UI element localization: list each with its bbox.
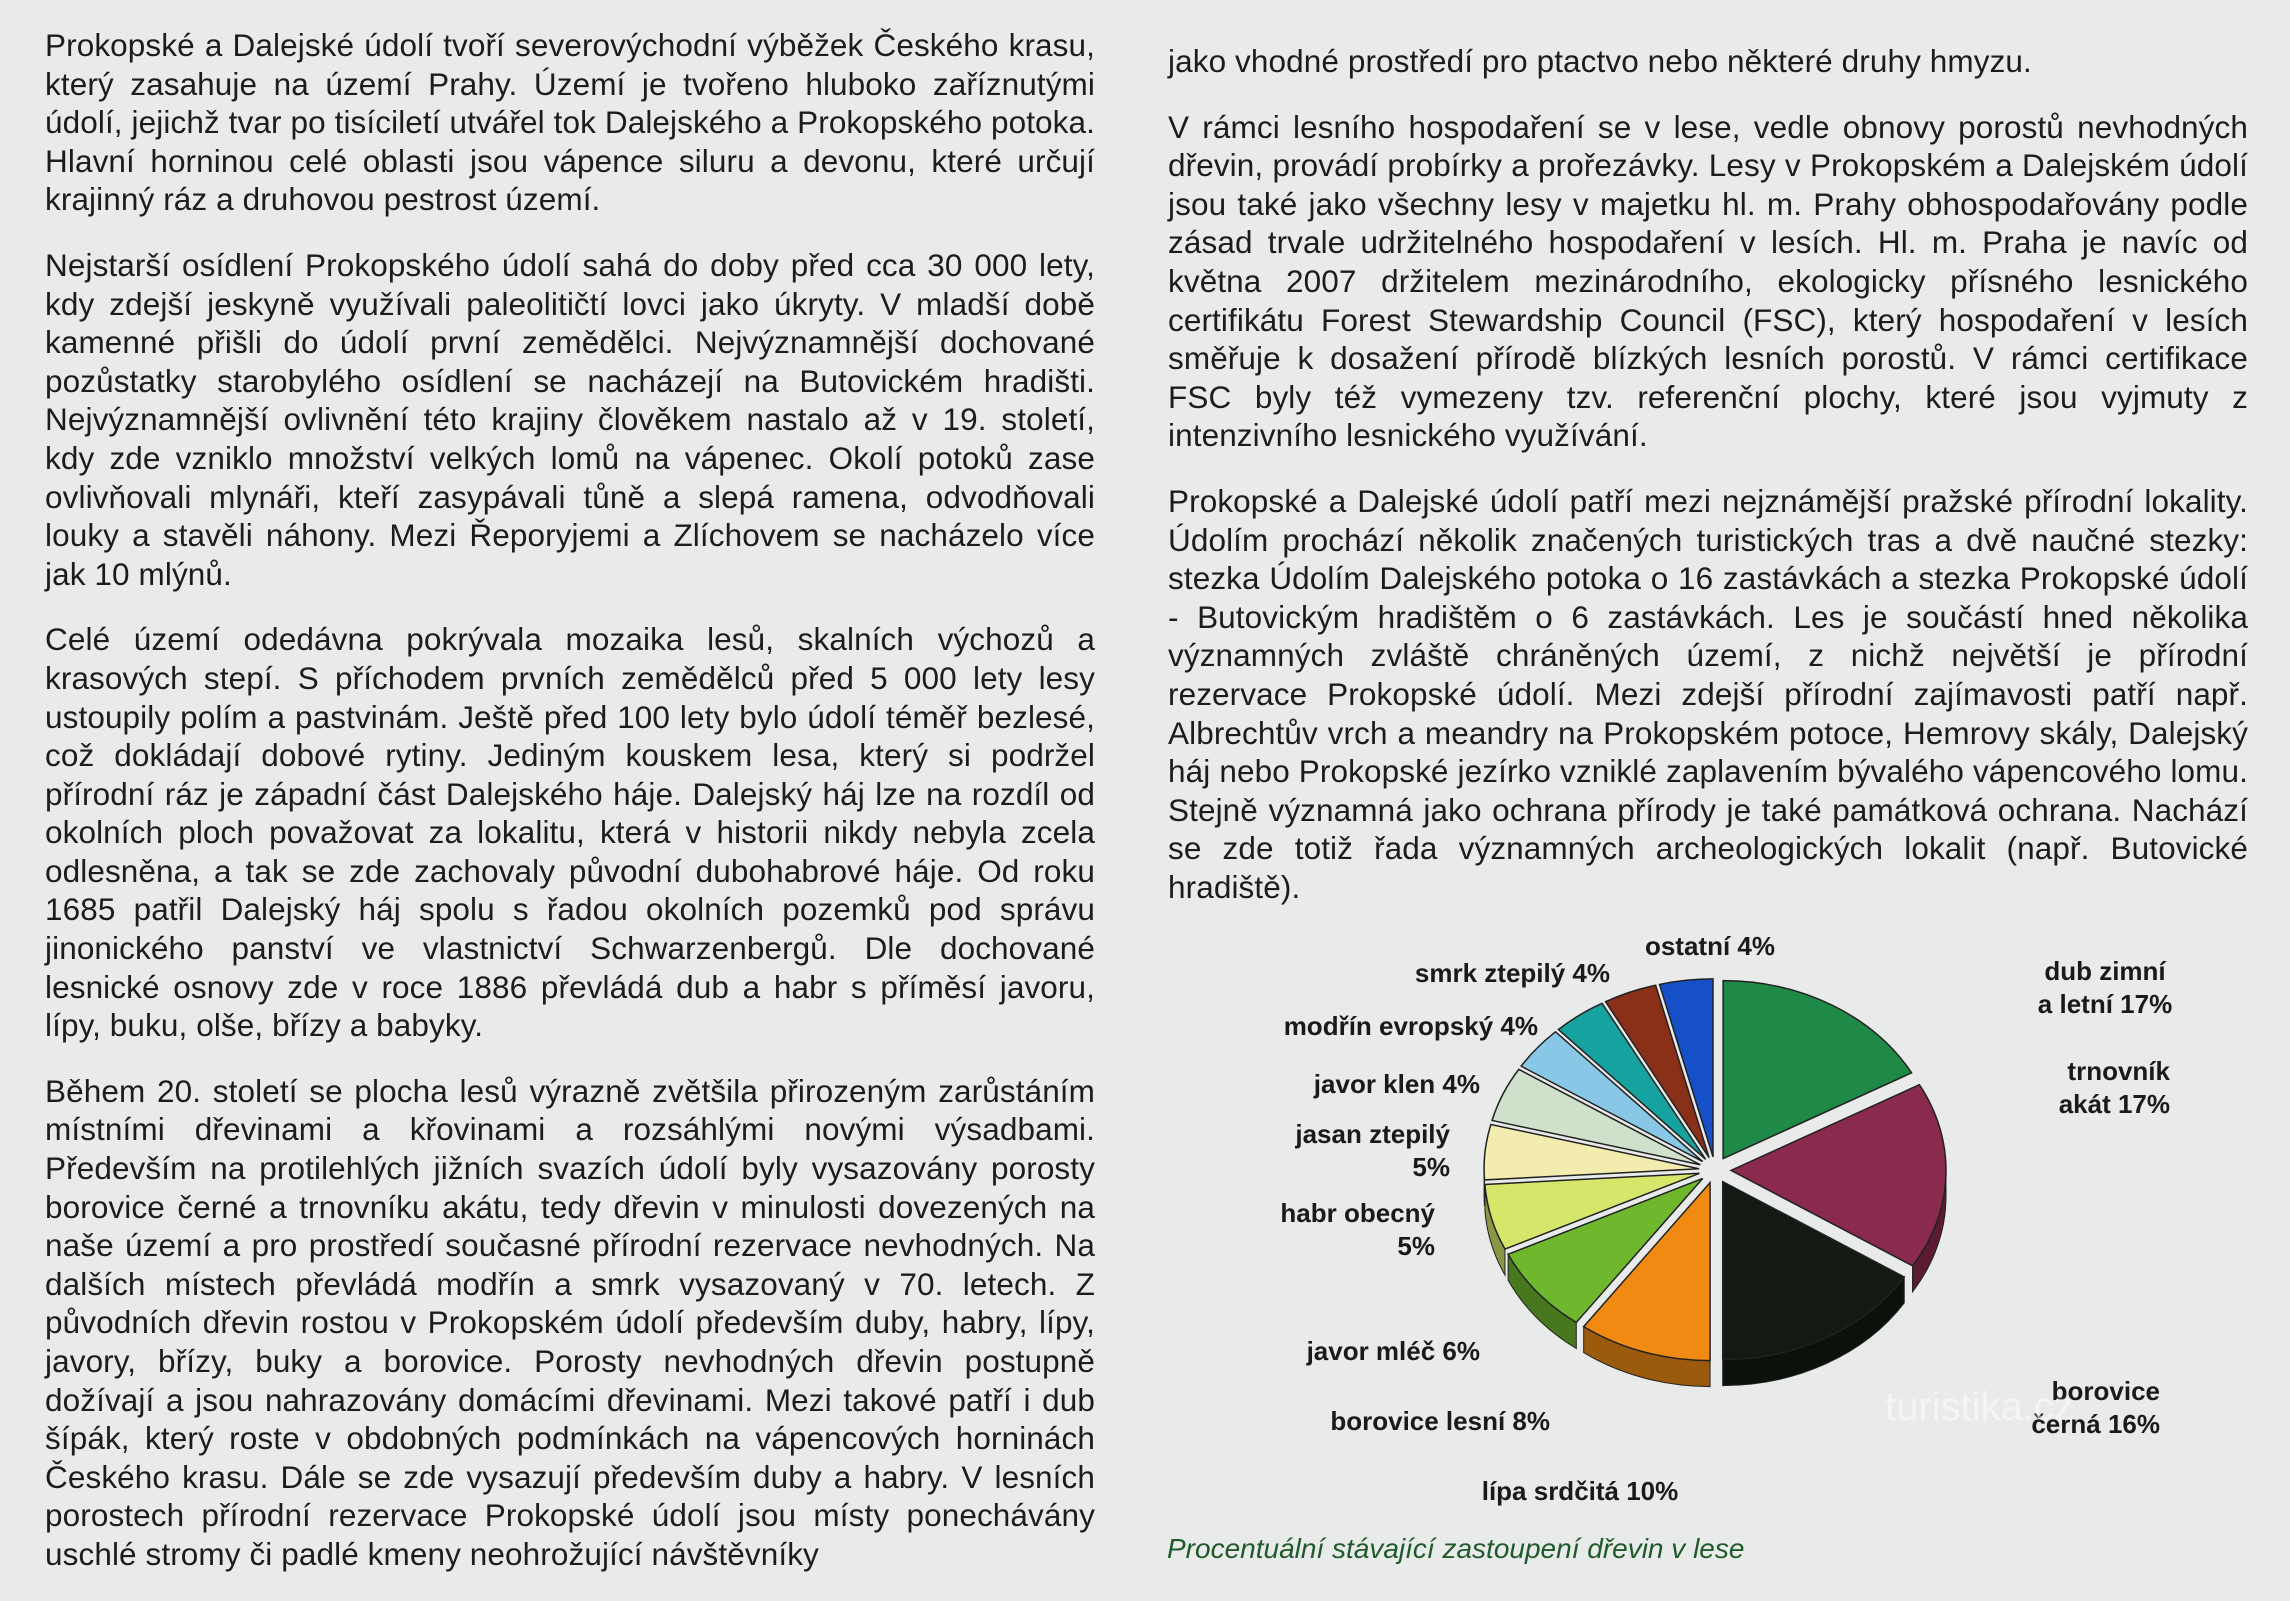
paragraph-tourism: Prokopské a Dalejské údolí patří mezi nejznámější pražské přírodní lokality. Údolím prochází několik značených turistických tras a dvě naučné stezky: stezka Údolím Dalejského potoka o 16 zastávkách a stezka Prokopské údolí - Butovickým hradištěm o 6 zastávkách. Les je součástí hned několika významných zvláště chráněných území, z nichž největší je přírodní rezervace Prokopské údolí. Mezi zdejší přírodní zajímavosti patří např. Albrechtův vrch a meandry na Prokopském potoce, Hemrovy skály, Dalejský háj nebo Prokopské jezírko vzniklé zaplavením bývalého vápencového lomu. Stejně významná jako ochrana přírody je také památková ochrana. Nachází se zde totiž řada významných archeologických lokalit (např. Butovické hradiště).	[1168, 482, 2248, 907]
pie-chart-svg	[1160, 900, 2270, 1580]
left-text-column	[45, 26, 1095, 1601]
pie-label-9: javor klen 4%	[1313, 1069, 1480, 1099]
pie-label-7: habr obecný 5%	[1280, 1198, 1435, 1261]
pie-label-5: borovice lesní 8%	[1330, 1406, 1550, 1436]
chart-caption: Procentuální stávající zastoupení dřevin v lese	[1167, 1533, 1744, 1564]
pie-label-3: borovice černá 16%	[2031, 1376, 2160, 1439]
watermark: turistika.cz	[1885, 1385, 2074, 1429]
pie-label-12: ostatní 4%	[1645, 931, 1775, 961]
pie-label-10: modřín evropský 4%	[1284, 1011, 1538, 1041]
tree-species-pie-chart	[1160, 900, 2270, 1580]
pie-label-8: jasan ztepilý 5%	[1294, 1119, 1450, 1182]
pie-label-2: trnovník akát 17%	[2059, 1056, 2171, 1119]
paragraph-continuation: jako vhodné prostředí pro ptactvo nebo některé druhy hmyzu.	[1168, 42, 2248, 81]
pie-label-11: smrk ztepilý 4%	[1415, 958, 1610, 988]
right-text-column	[1168, 42, 2248, 933]
paragraph-settlement: Nejstarší osídlení Prokopského údolí sahá do doby před cca 30 000 lety, kdy zdejší jeskyně využívali paleolitičtí lovci jako úkryty. V mladší době kamenné přišli do údolí první zemědělci. Nejvýznamnější dochované pozůstatky starobylého osídlení se nacházejí na Butovickém hradišti. Nejvýznamnější ovlivnění této krajiny člověkem nastalo až v 19. století, kdy zde vzniklo množství velkých lomů na vápenec. Okolí potoků zase ovlivňovali mlynáři, kteří zasypávali tůně a slepá ramena, odvodňovali louky a stavěli náhony. Mezi Řeporyjemi a Zlíchovem se nacházelo více jak 10 mlýnů.	[45, 246, 1095, 593]
paragraph-forestry: V rámci lesního hospodaření se v lese, vedle obnovy porostů nevhodných dřevin, provádí probírky a prořezávky. Lesy v Prokopském a Dalejském údolí jsou také jako všechny lesy v majetku hl. m. Prahy obhospodařovány podle zásad trvale udržitelného hospodaření v lesích. Hl. m. Praha je navíc od května 2007 držitelem mezinárodního, ekologicky přísného lesnického certifikátu Forest Stewardship Council (FSC), který hospodaření v lesích směřuje k dosažení přírodě blízkých lesních porostů. V rámci certifikace FSC byly též vymezeny tzv. referenční plochy, které jsou vyjmuty z intenzivního lesnického využívání.	[1168, 108, 2248, 455]
paragraph-intro: Prokopské a Dalejské údolí tvoří severovýchodní výběžek Českého krasu, který zasahuje na území Prahy. Území je tvořeno hluboko zaříznutými údolí, jejichž tvar po tisíciletí utvářel tok Dalejského a Prokopského potoka. Hlavní horninou celé oblasti jsou vápence siluru a devonu, které určují krajinný ráz a druhovou pestrost území.	[45, 26, 1095, 219]
pie-slices-group	[1484, 979, 1946, 1361]
paragraph-forest-history: Celé území odedávna pokrývala mozaika lesů, skalních výchozů a krasových stepí. S příchodem prvních zemědělců před 5 000 lety lesy ustoupily polím a pastvinám. Ještě před 100 lety bylo údolí téměř bezlesé, což dokládají dobové rytiny. Jediným kouskem lesa, který si podržel přírodní ráz je západní část Dalejského háje. Dalejský háj lze na rozdíl od okolních ploch považovat za lokalitu, která v historii nikdy nebyla zcela odlesněna, a tak se zde zachovaly původní dubohabrové háje. Od roku 1685 patřil Dalejský háj spolu s řadou okolních pozemků pod správu jinonického panství ve vlastnictví Schwarzenbergů. Dle dochované lesnické osnovy zde v roce 1886 převládá dub a habr s příměsí javoru, lípy, buku, olše, břízy a babyky.	[45, 620, 1095, 1045]
pie-label-1: dub zimní a letní 17%	[2038, 956, 2172, 1019]
paragraph-20th-century: Během 20. století se plocha lesů výrazně zvětšila přirozeným zarůstáním místními dřevinami a křovinami a rozsáhlými novými výsadbami. Především na protilehlých jižních svazích údolí byly vysazovány porosty borovice černé a trnovníku akátu, tedy dřevin v minulosti dovezených na naše území a pro prostředí současné přírodní rezervace nevhodných. Na dalších místech převládá modřín a smrk vysazovaný v 70. letech. Z původních dřevin rostou v Prokopském údolí především duby, habry, lípy, javory, břízy, buky a borovice. Porosty nevhodných dřevin postupně dožívají a jsou nahrazovány domácími dřevinami. Mezi takové patří i dub šípák, který roste v obdobných podmínkách na vápencových horninách Českého krasu. Dále se zde vysazují především duby a habry. V lesních porostech přírodní rezervace Prokopské údolí jsou místy ponechávány uschlé stromy či padlé kmeny neohrožující návštěvníky	[45, 1072, 1095, 1574]
pie-label-6: javor mléč 6%	[1306, 1336, 1480, 1366]
pie-label-4: lípa srdčitá 10%	[1482, 1476, 1679, 1506]
